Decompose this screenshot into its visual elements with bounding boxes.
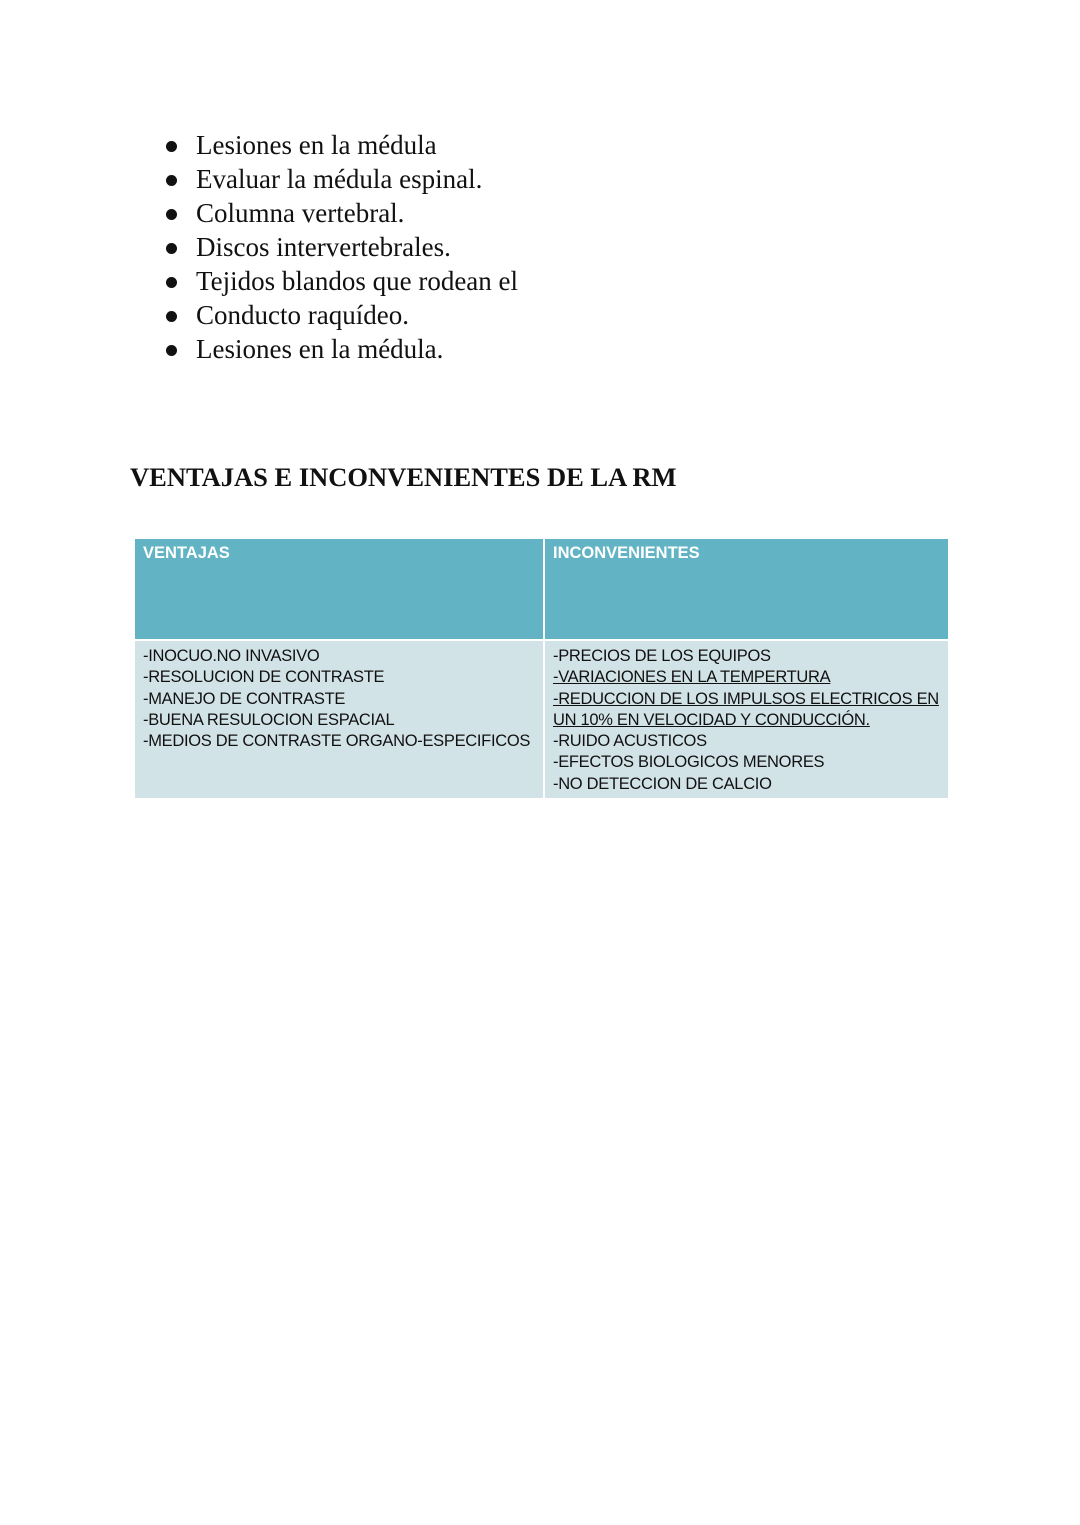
ventaja-item: -RESOLUCION DE CONTRASTE [143, 668, 385, 687]
inconveniente-item: UN 10% EN VELOCIDAD Y CONDUCCIÓN. [553, 710, 870, 729]
list-item [160, 264, 518, 298]
list-item [160, 162, 518, 196]
inconveniente-item: -EFECTOS BIOLOGICOS MENORES [553, 753, 825, 772]
header-ventajas: VENTAJAS [134, 538, 544, 640]
bullet-icon [166, 243, 177, 254]
bullet-list [160, 128, 518, 366]
list-item-text: Lesiones en la médula [196, 130, 437, 160]
bullet-icon [166, 277, 177, 288]
bullet-icon [166, 209, 177, 220]
bullet-icon [166, 311, 177, 322]
list-item [160, 298, 518, 332]
list-item-text: Conducto raquídeo. [196, 300, 409, 330]
ventaja-item: -MANEJO DE CONTRASTE [143, 689, 346, 708]
list-item-text: Columna vertebral. [196, 198, 405, 228]
list-item-text: Discos intervertebrales. [196, 232, 451, 262]
inconveniente-item: -VARIACIONES EN LA TEMPERTURA [553, 668, 831, 687]
list-item [160, 332, 518, 366]
bullet-icon [166, 141, 177, 152]
list-item-text: Tejidos blandos que rodean el [196, 266, 519, 296]
list-item [160, 230, 518, 264]
list-item [160, 128, 518, 162]
table-header-row [134, 538, 949, 640]
inconveniente-item: -REDUCCION DE LOS IMPULSOS ELECTRICOS EN [553, 689, 939, 708]
ventaja-item: -INOCUO.NO INVASIVO [143, 647, 320, 665]
inconvenientes-cell [544, 640, 949, 799]
pros-cons-table [133, 537, 950, 800]
inconveniente-item: -PRECIOS DE LOS EQUIPOS [553, 647, 771, 665]
bullet-icon [166, 345, 177, 356]
list-item-text: Evaluar la médula espinal. [196, 164, 483, 194]
header-inconvenientes: INCONVENIENTES [544, 538, 949, 640]
inconveniente-item: -NO DETECCION DE CALCIO [553, 774, 772, 793]
bullet-icon [166, 175, 177, 186]
table-row [134, 640, 949, 799]
section-heading: VENTAJAS E INCONVENIENTES DE LA RM [130, 462, 677, 492]
inconveniente-item: -RUIDO ACUSTICOS [553, 732, 707, 751]
ventajas-cell [134, 640, 544, 799]
ventaja-item: -BUENA RESULOCION ESPACIAL [143, 710, 395, 729]
ventaja-item: -MEDIOS DE CONTRASTE ORGANO-ESPECIFICOS [143, 732, 531, 751]
list-item [160, 196, 518, 230]
list-item-text: Lesiones en la médula. [196, 334, 444, 364]
